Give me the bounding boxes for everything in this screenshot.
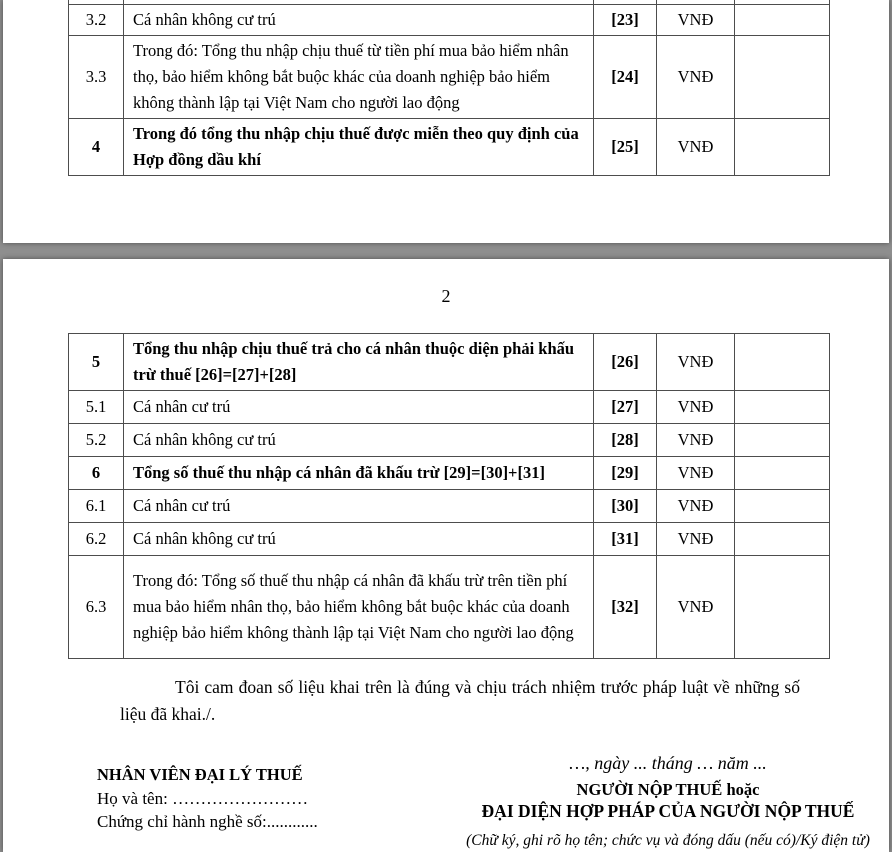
row-description-cell: Trong đó: Tổng thu nhập chịu thuế từ tiền phí mua bảo hiểm nhân thọ, bảo hiểm không bắt buộc khác của doanh nghiệp bảo hiểm không thành lập tại Việt Nam cho người lao động <box>124 35 594 118</box>
table-row-6 <box>69 457 830 490</box>
row-code-cell: [29] <box>594 457 657 490</box>
table-row-5-1 <box>69 391 830 424</box>
signature-note: (Chữ ký, ghi rõ họ tên; chức vụ và đóng dấu (nếu có)/Ký điện tử) <box>466 832 870 849</box>
table-row-5-2 <box>69 424 830 457</box>
row-number-cell: 5.2 <box>69 424 124 457</box>
row-unit-cell: VNĐ <box>657 334 735 391</box>
row-description-cell: Cá nhân cư trú <box>124 391 594 424</box>
row-description-cell: Cá nhân cư trú <box>124 490 594 523</box>
taxpayer-title-line-1: NGƯỜI NỘP THUẾ hoặc <box>576 780 760 799</box>
signature-block-taxpayer <box>450 751 886 851</box>
row-unit-cell: VNĐ <box>657 424 735 457</box>
row-unit-cell: VNĐ <box>657 391 735 424</box>
row-unit-cell: VNĐ <box>657 490 735 523</box>
row-description-cell: Cá nhân không cư trú <box>124 523 594 556</box>
row-code-cell: [25] <box>594 118 657 175</box>
row-unit-cell: VNĐ <box>657 4 735 35</box>
table-row-6-3 <box>69 556 830 659</box>
row-value-cell <box>735 4 830 35</box>
row-description-cell: Tổng thu nhập chịu thuế trả cho cá nhân thuộc diện phải khấu trừ thuế [26]=[27]+[28] <box>124 334 594 391</box>
row-code-cell: [23] <box>594 4 657 35</box>
row-number-cell: 3.2 <box>69 4 124 35</box>
row-unit-cell: VNĐ <box>657 35 735 118</box>
row-description-cell: Cá nhân không cư trú <box>124 4 594 35</box>
tax-table-page-1 <box>68 0 830 176</box>
table-row-4 <box>69 118 830 175</box>
agent-title: NHÂN VIÊN ĐẠI LÝ THUẾ <box>97 765 303 784</box>
page-number: 2 <box>441 286 451 306</box>
row-code-cell: [24] <box>594 35 657 118</box>
row-number-cell: 5.1 <box>69 391 124 424</box>
table-row-3-3 <box>69 35 830 118</box>
row-unit-cell: VNĐ <box>657 556 735 659</box>
row-unit-cell: VNĐ <box>657 457 735 490</box>
row-code-cell: [27] <box>594 391 657 424</box>
agent-cert-line: Chứng chỉ hành nghề số:............ <box>97 812 318 831</box>
row-value-cell <box>735 118 830 175</box>
row-code-cell: [26] <box>594 334 657 391</box>
row-number-cell: 5 <box>69 334 124 391</box>
row-unit-cell: VNĐ <box>657 118 735 175</box>
row-code-cell: [30] <box>594 490 657 523</box>
row-number-cell: 3.3 <box>69 35 124 118</box>
row-description-cell: Tổng số thuế thu nhập cá nhân đã khấu trừ [29]=[30]+[31] <box>124 457 594 490</box>
row-number-cell: 6.1 <box>69 490 124 523</box>
row-number-cell: 6.3 <box>69 556 124 659</box>
row-code-cell: [32] <box>594 556 657 659</box>
document-page-2 <box>3 259 889 852</box>
row-description-cell: Cá nhân không cư trú <box>124 424 594 457</box>
row-number-cell: 6.2 <box>69 523 124 556</box>
table-row-6-2 <box>69 523 830 556</box>
row-value-cell <box>735 391 830 424</box>
date-line: …, ngày ... tháng … năm ... <box>569 753 767 773</box>
row-description-cell: Trong đó tổng thu nhập chịu thuế được miễn theo quy định của Hợp đồng dầu khí <box>124 118 594 175</box>
row-value-cell <box>735 35 830 118</box>
row-number-cell: 4 <box>69 118 124 175</box>
agent-name-line: Họ và tên: …………………… <box>97 788 309 808</box>
table-row-5 <box>69 334 830 391</box>
row-value-cell <box>735 334 830 391</box>
row-value-cell <box>735 490 830 523</box>
row-value-cell <box>735 457 830 490</box>
document-page-1 <box>3 0 889 243</box>
declaration-text: Tôi cam đoan số liệu khai trên là đúng và chịu trách nhiệm trước pháp luật về những số liệu đã khai./. <box>120 677 800 724</box>
table-row-3-2 <box>69 4 830 35</box>
row-value-cell <box>735 556 830 659</box>
row-value-cell <box>735 424 830 457</box>
row-code-cell: [28] <box>594 424 657 457</box>
signature-block-agent <box>97 763 427 834</box>
row-code-cell: [31] <box>594 523 657 556</box>
row-number-cell: 6 <box>69 457 124 490</box>
tax-table-page-2 <box>68 333 830 659</box>
row-value-cell <box>735 523 830 556</box>
table-row-6-1 <box>69 490 830 523</box>
row-description-cell: Trong đó: Tổng số thuế thu nhập cá nhân đã khấu trừ trên tiền phí mua bảo hiểm nhân thọ, bảo hiểm không bắt buộc khác của doanh nghiệp bảo hiểm không thành lập tại Việt Nam cho người lao động <box>124 556 594 659</box>
taxpayer-title-line-2: ĐẠI DIỆN HỢP PHÁP CỦA NGƯỜI NỘP THUẾ <box>481 801 855 821</box>
row-unit-cell: VNĐ <box>657 523 735 556</box>
